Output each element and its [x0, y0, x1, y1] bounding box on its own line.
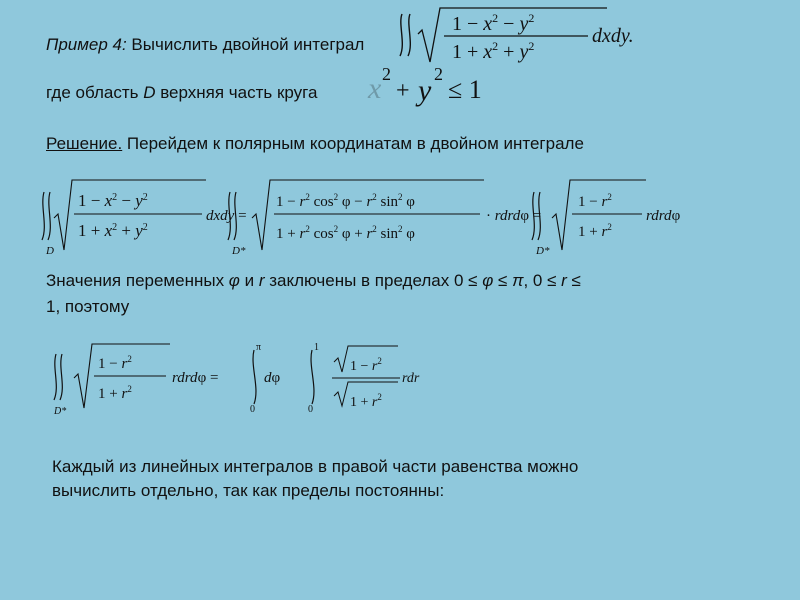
- svg-text:1 + x2 + y2: $1 + x^2 + y^2$: [78, 221, 148, 240]
- svg-text:rdr: rdr: [402, 371, 420, 386]
- svg-text:D*: D*: [54, 406, 67, 417]
- limits-phi-2: φ: [482, 271, 494, 290]
- formula-integral-xy: [392, 4, 652, 66]
- svg-text:D*: D*: [232, 245, 246, 257]
- svg-text:1 + r2: $1 + r^2$: [98, 384, 132, 402]
- svg-text:· rdrdφ =: · rdrdφ =: [486, 208, 542, 224]
- svg-text:dxdy =: dxdy =: [206, 208, 247, 224]
- example-label: Пример 4:: [46, 35, 127, 54]
- svg-text:+: +: [396, 78, 410, 104]
- region-text-after: верхняя часть круга: [155, 83, 318, 102]
- svg-text:1 − r2 cos2 φ − r2 sin2 φ: $1 - r^2$ $\cos^2 \varphi - r^2$ $\sin^2 \varphi$: [276, 192, 415, 210]
- solution-line: [46, 133, 584, 155]
- region-line: [46, 82, 317, 104]
- limits-text-a: Значения переменных: [46, 271, 229, 290]
- conclusion-line-2: вычислить отдельно, так как пределы постоянны:: [52, 481, 445, 500]
- svg-text:0: 0: [308, 404, 313, 415]
- solution-label: Решение.: [46, 134, 123, 153]
- svg-text:D*: D*: [536, 245, 550, 257]
- svg-text:D: D: [46, 245, 54, 257]
- svg-text:dφ: dφ: [264, 370, 281, 386]
- conclusion-line-1: Каждый из линейных интегралов в правой части равенства можно: [52, 457, 579, 476]
- limits-line-2: 1, поэтому: [46, 297, 130, 316]
- limits-text-c: заключены в пределах 0 ≤: [264, 271, 483, 290]
- svg-text:2: 2: [434, 64, 443, 84]
- svg-text:1: 1: [314, 342, 319, 353]
- region-text-before: где область: [46, 83, 144, 102]
- svg-text:1 + r2: $1 + r^2$: [350, 392, 382, 410]
- example-line: [46, 34, 364, 56]
- svg-text:rdrdφ =: rdrdφ =: [172, 370, 219, 386]
- svg-text:y: y: [418, 74, 432, 107]
- svg-text:1 − r2: $1 - r^2$: [350, 356, 382, 374]
- limits-text-b: и: [239, 271, 259, 290]
- formula-polar-transform: [34, 174, 681, 260]
- solution-text: Перейдем к полярным координатам в двойном интеграле: [122, 134, 584, 153]
- svg-text:1 − x2 − y2: $1 - x^2 - y^2$: [452, 11, 535, 35]
- svg-text:1 − r2: $1 - r^2$: [98, 354, 132, 372]
- svg-text:π: π: [256, 342, 262, 353]
- svg-text:1 + r2 cos2 φ + r2 sin2 φ: $1 + r^2$ $\cos^2 \varphi + r^2$ $\sin^2 \varphi$: [276, 224, 415, 242]
- svg-text:1 + x2 + y2: $1 + x^2 + y^2$: [452, 39, 535, 63]
- svg-text:x: x: [368, 72, 382, 105]
- svg-text:1 − r2: $1 - r^2$: [578, 192, 612, 210]
- limits-pi: π: [512, 271, 524, 290]
- svg-text:0: 0: [250, 404, 255, 415]
- svg-text:≤ 1: ≤ 1: [448, 75, 482, 104]
- limits-r: r: [258, 271, 265, 290]
- svg-text:rdrdφ: rdrdφ: [646, 208, 681, 224]
- svg-text:1 + r2: $1 + r^2$: [578, 222, 612, 240]
- region-var: D: [143, 83, 156, 102]
- limits-text-e: , 0 ≤: [523, 271, 562, 290]
- formula-circle: [368, 64, 488, 107]
- formula-iterated-integral: [48, 340, 428, 416]
- example-text: Вычислить двойной интеграл: [126, 35, 365, 54]
- limits-text-d: ≤: [493, 271, 513, 290]
- svg-text:dxdy.: dxdy.: [592, 25, 634, 47]
- svg-text:2: 2: [382, 64, 391, 84]
- limits-r-2: r: [561, 271, 567, 290]
- limits-line-1: [46, 270, 581, 292]
- svg-text:1 − x2 − y2: $1 - x^2 - y^2$: [78, 191, 148, 210]
- limits-text-f: ≤: [566, 271, 581, 290]
- limits-phi: φ: [228, 271, 240, 290]
